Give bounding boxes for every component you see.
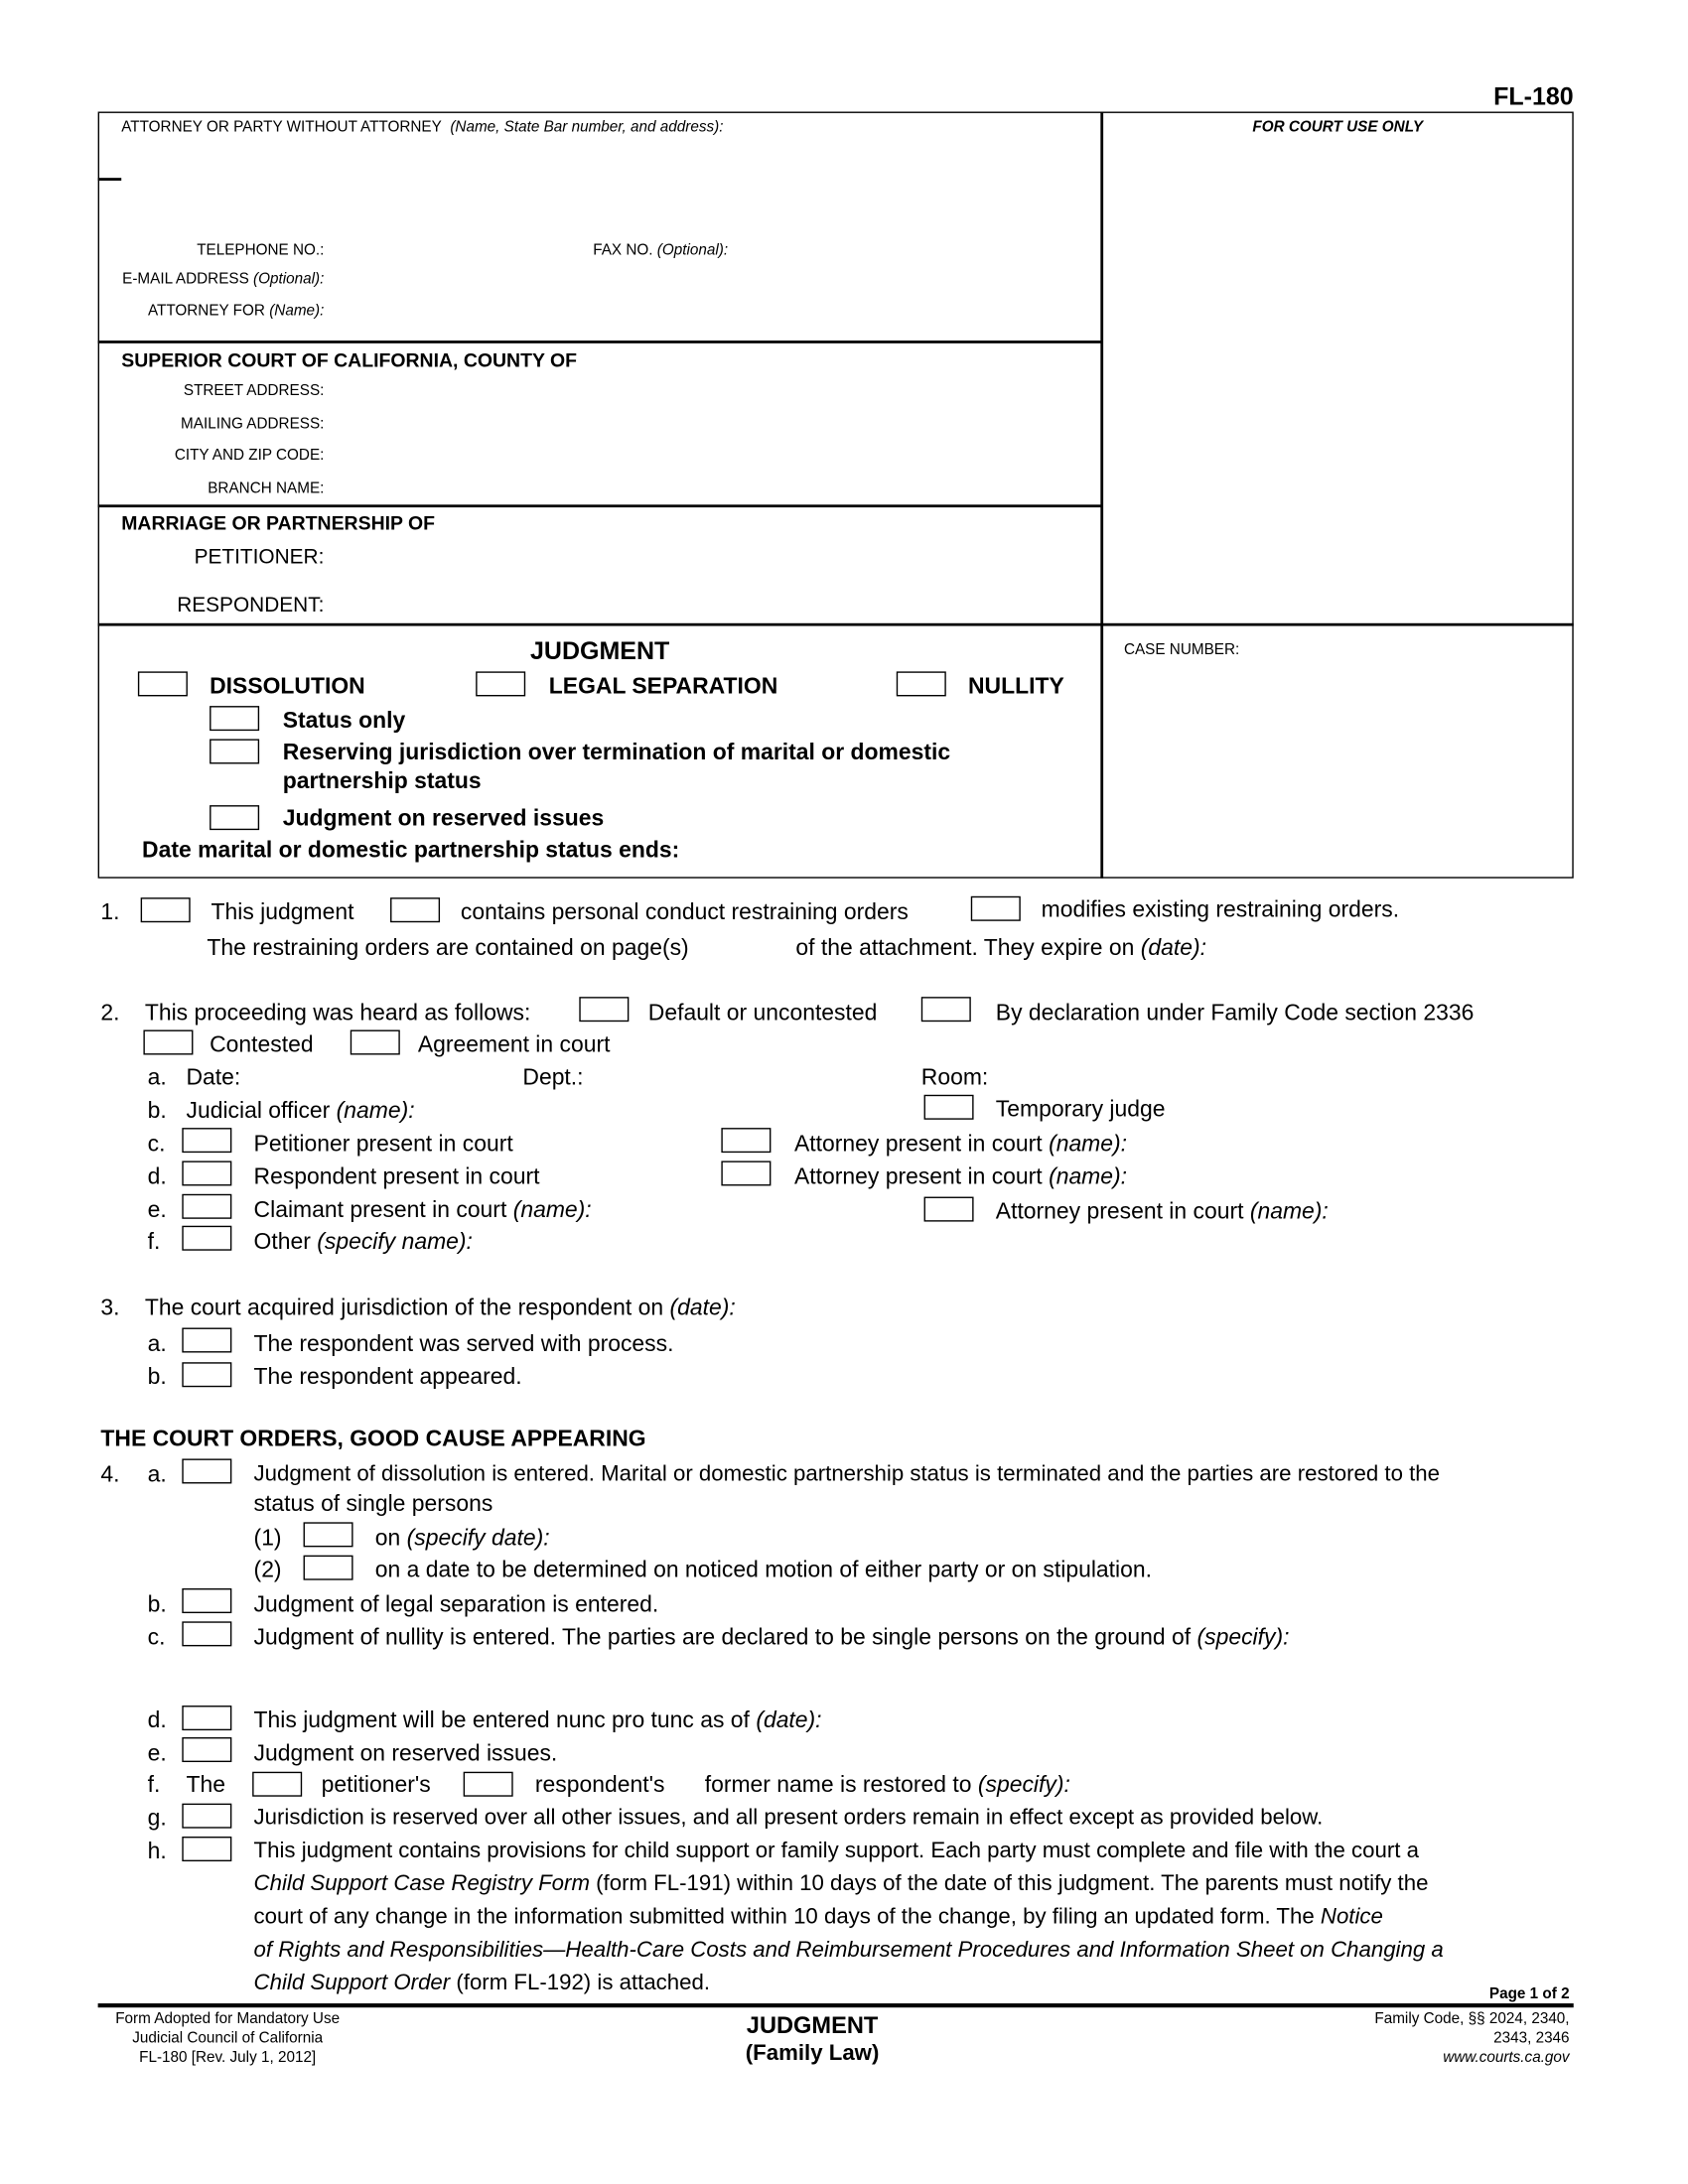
sub-letter: a. [147, 1331, 167, 1357]
respondent-attorney-checkbox[interactable] [721, 1160, 771, 1185]
date-label: Date: [186, 1065, 241, 1091]
sub-letter: b. [147, 1364, 167, 1390]
form-id: FL-180 [1493, 82, 1574, 111]
legal-separation-checkbox[interactable] [476, 671, 525, 696]
dissolution-checkbox[interactable] [138, 671, 188, 696]
nullity-checkbox[interactable] [897, 671, 946, 696]
sub-letter: c. [147, 1625, 166, 1651]
attorney-label [121, 121, 723, 136]
hint: (name): [512, 1197, 592, 1223]
legal-separation-entered-label: Judgment of legal separation is entered. [253, 1591, 659, 1617]
declaration-checkbox[interactable] [921, 997, 971, 1022]
marriage-heading: MARRIAGE OR PARTNERSHIP OF [121, 511, 436, 534]
reserved-issues-entered-label: Judgment on reserved issues. [253, 1740, 558, 1766]
text: Judgment of nullity is entered. The parties are declared to be single persons on the ground of [253, 1625, 1192, 1651]
footer-left: Form Adopted for Mandatory Use [115, 2010, 341, 2028]
respondent-name-label: respondent's [534, 1772, 665, 1798]
jurisdiction-reserved-label: Jurisdiction is reserved over all other issues, and all present orders remain in effect except as provided below. [253, 1806, 1324, 1831]
text: former name is restored to [704, 1772, 972, 1798]
motion-date-label: on a date to be determined on noticed motion of either party or on stipulation. [374, 1558, 1153, 1583]
sub-letter: f. [147, 1229, 161, 1255]
reserving-checkbox[interactable] [210, 739, 259, 763]
nunc-pro-tunc-label [254, 1709, 822, 1732]
sub-letter: d. [147, 1707, 167, 1733]
agreement-checkbox[interactable] [351, 1030, 400, 1055]
telephone-label: TELEPHONE NO.: [197, 241, 325, 259]
child-support-text [254, 1907, 1383, 1929]
text: (form FL-191) within 10 days of the date of this judgment. The parents must notify the [596, 1872, 1429, 1896]
dissolution-entered-label-2: status of single persons [253, 1491, 493, 1517]
status-only-label: Status only [282, 708, 406, 734]
hint: (name): [336, 1098, 415, 1124]
modifies-orders-label: modifies existing restraining orders. [1041, 896, 1400, 922]
respondent-present-label: Respondent present in court [253, 1164, 540, 1190]
reserving-label-2: partnership status [282, 768, 482, 794]
motion-date-checkbox[interactable] [304, 1556, 353, 1580]
divider [98, 623, 1574, 625]
sub-letter: g. [147, 1806, 167, 1832]
sub-letter: c. [147, 1131, 166, 1157]
text: The court acquired jurisdiction of the respondent on [144, 1296, 664, 1321]
hint: (Name): [269, 302, 325, 320]
email-label [122, 272, 324, 287]
dissolution-entered-checkbox[interactable] [182, 1458, 231, 1483]
page-number: Page 1 of 2 [1488, 1985, 1570, 2003]
form-name: Child Support Case Registry Form [253, 1872, 590, 1896]
temporary-judge-checkbox[interactable] [924, 1095, 974, 1120]
reserved-issues-entered-checkbox[interactable] [182, 1737, 231, 1762]
text: Judicial officer [186, 1098, 331, 1124]
sub-letter: b. [147, 1098, 167, 1124]
form-name: Notice [1320, 1905, 1383, 1930]
hint: (date): [669, 1296, 736, 1321]
child-support-text [254, 1874, 1429, 1896]
expire-label [795, 937, 1206, 960]
hint: (Optional): [656, 241, 729, 259]
item-number: 1. [100, 899, 120, 925]
the-label: The [186, 1772, 225, 1798]
text: (form FL-192) is attached. [456, 1972, 711, 1995]
specify-date-checkbox[interactable] [304, 1522, 353, 1547]
claimant-attorney-label [996, 1200, 1329, 1223]
dissolution-entered-label: Judgment of dissolution is entered. Marital or domestic partnership status is terminated and the parties are restored to the [253, 1462, 1441, 1487]
child-support-checkbox[interactable] [182, 1837, 231, 1861]
petitioner-present-label: Petitioner present in court [253, 1131, 513, 1157]
sub-letter: a. [147, 1462, 167, 1488]
reserved-issues-label: Judgment on reserved issues [282, 806, 605, 832]
mailing-label: MAILING ADDRESS: [181, 415, 325, 433]
status-only-checkbox[interactable] [210, 706, 259, 731]
petitioner-name-label: petitioner's [321, 1772, 431, 1798]
jurisdiction-reserved-checkbox[interactable] [182, 1804, 231, 1829]
other-checkbox[interactable] [182, 1226, 231, 1251]
text: Claimant present in court [253, 1197, 507, 1223]
footer-rule [98, 2003, 1574, 2007]
item-number: 3. [100, 1296, 120, 1321]
respondent-present-checkbox[interactable] [182, 1160, 231, 1185]
this-judgment-label: This judgment [211, 899, 354, 925]
hint: (specify date): [406, 1526, 550, 1552]
footer-right: 2343, 2346 [1493, 2030, 1570, 2047]
nullity-entered-checkbox[interactable] [182, 1621, 231, 1646]
contested-checkbox[interactable] [143, 1030, 193, 1055]
served-label: The respondent was served with process. [253, 1331, 674, 1357]
label: ATTORNEY FOR [147, 302, 265, 320]
footer-subtitle: (Family Law) [745, 2041, 880, 2066]
served-checkbox[interactable] [182, 1328, 231, 1353]
footer-right: Family Code, §§ 2024, 2340, [1374, 2010, 1570, 2028]
sub-letter: d. [147, 1164, 167, 1190]
petitioner-attorney-checkbox[interactable] [721, 1128, 771, 1153]
petitioner-name-checkbox[interactable] [252, 1772, 302, 1797]
divider [98, 504, 1102, 506]
legal-separation-label: LEGAL SEPARATION [548, 673, 778, 699]
reserving-label: Reserving jurisdiction over termination of marital or domestic [282, 740, 951, 765]
text: court of any change in the information submitted within 10 days of the change, by filing an updated form. The [253, 1905, 1315, 1930]
text: Other [253, 1229, 311, 1255]
respondent-attorney-label [794, 1166, 1127, 1189]
this-judgment-checkbox[interactable] [141, 897, 191, 922]
footer-title: JUDGMENT [746, 2012, 879, 2039]
child-support-text [254, 1974, 710, 1995]
hint: (specify): [977, 1772, 1070, 1798]
respondent-label: RESPONDENT: [177, 593, 325, 617]
hint: (name): [1049, 1131, 1128, 1157]
restraining-orders-label: contains personal conduct restraining orders [460, 899, 909, 925]
modifies-orders-checkbox[interactable] [971, 896, 1021, 921]
label: FAX NO. [593, 241, 653, 259]
sub-number: (1) [253, 1526, 282, 1552]
footer-left: Judicial Council of California [132, 2030, 324, 2047]
contested-label: Contested [210, 1031, 314, 1057]
declaration-label: By declaration under Family Code section 2336 [995, 1000, 1475, 1025]
text: of the attachment. They expire on [795, 935, 1135, 961]
petitioner-present-checkbox[interactable] [182, 1128, 231, 1153]
sub-letter: h. [147, 1839, 167, 1864]
specify-date-label [375, 1528, 550, 1551]
room-label: Room: [920, 1065, 989, 1091]
name-restored-label [705, 1774, 1070, 1797]
hint: (date): [1140, 935, 1207, 961]
divider [98, 341, 1102, 342]
nullity-label: NULLITY [968, 673, 1064, 699]
dept-label: Dept.: [522, 1065, 584, 1091]
form-title: JUDGMENT [530, 636, 670, 665]
sub-letter: e. [147, 1740, 167, 1766]
claimant-attorney-checkbox[interactable] [924, 1197, 974, 1222]
child-support-text: of Rights and Responsibilities—Health-Care Costs and Reimbursement Procedures and Information Sheet on Changing a [253, 1938, 1444, 1963]
case-number-label: CASE NUMBER: [1123, 641, 1240, 659]
petitioner-attorney-label [794, 1133, 1127, 1156]
orders-heading: THE COURT ORDERS, GOOD CAUSE APPEARING [100, 1427, 646, 1452]
respondent-name-checkbox[interactable] [464, 1772, 513, 1797]
nullity-entered-label [254, 1627, 1290, 1650]
item-number: 2. [100, 1000, 120, 1025]
heard-label: This proceeding was heard as follows: [144, 1000, 531, 1025]
hint: (date): [756, 1707, 822, 1733]
appeared-label: The respondent appeared. [253, 1364, 522, 1390]
item-number: 4. [100, 1462, 120, 1488]
sub-letter: e. [147, 1197, 167, 1223]
fax-label [593, 243, 728, 258]
sub-letter: b. [147, 1591, 167, 1617]
reserved-issues-checkbox[interactable] [210, 805, 259, 830]
hint: (specify): [1196, 1625, 1290, 1651]
court-use-label: FOR COURT USE ONLY [1252, 119, 1424, 136]
form-name: Child Support Order [253, 1972, 451, 1995]
text: Attorney present in court [794, 1131, 1043, 1157]
legal-separation-entered-checkbox[interactable] [182, 1588, 231, 1613]
court-title: SUPERIOR COURT OF CALIFORNIA, COUNTY OF [121, 348, 577, 371]
text: Attorney present in court [794, 1164, 1043, 1190]
date-ends-label: Date marital or domestic partnership status ends: [142, 838, 680, 864]
default-label: Default or uncontested [647, 1000, 878, 1025]
text: Attorney present in court [995, 1198, 1244, 1224]
jurisdiction-label [145, 1297, 736, 1320]
default-checkbox[interactable] [579, 997, 629, 1022]
hint: (specify name): [317, 1229, 473, 1255]
footer-website[interactable]: www.courts.ca.gov [1443, 2049, 1570, 2067]
hint: (Name, State Bar number, and address): [450, 119, 724, 136]
branch-label: BRANCH NAME: [208, 480, 325, 497]
divider [1100, 112, 1102, 879]
hint: (Optional): [253, 270, 325, 288]
footer-left: FL-180 [Rev. July 1, 2012] [139, 2049, 317, 2067]
attorney-for-label [148, 304, 324, 319]
appeared-checkbox[interactable] [182, 1362, 231, 1387]
restraining-orders-checkbox[interactable] [390, 897, 440, 922]
divider [98, 178, 122, 180]
nunc-pro-tunc-checkbox[interactable] [182, 1706, 231, 1730]
child-support-text: This judgment contains provisions for child support or family support. Each party must complete and file with the court a [253, 1839, 1419, 1863]
agreement-label: Agreement in court [417, 1031, 611, 1057]
label: ATTORNEY OR PARTY WITHOUT ATTORNEY [121, 119, 442, 136]
judicial-officer-label [187, 1100, 415, 1123]
temporary-judge-label: Temporary judge [995, 1097, 1166, 1123]
hint: (name): [1249, 1198, 1329, 1224]
pages-label: The restraining orders are contained on page(s) [207, 935, 689, 961]
sub-number: (2) [253, 1558, 282, 1583]
petitioner-label: PETITIONER: [194, 545, 325, 569]
other-label [254, 1231, 473, 1254]
claimant-present-checkbox[interactable] [182, 1194, 231, 1219]
label: E-MAIL ADDRESS [122, 270, 249, 288]
text: on [374, 1526, 401, 1552]
claimant-present-label [254, 1199, 592, 1222]
street-label: STREET ADDRESS: [183, 382, 325, 400]
city-label: CITY AND ZIP CODE: [174, 447, 325, 465]
text: This judgment will be entered nunc pro tunc as of [253, 1707, 750, 1733]
sub-letter: a. [147, 1065, 167, 1091]
dissolution-label: DISSOLUTION [210, 673, 365, 699]
hint: (name): [1049, 1164, 1128, 1190]
sub-letter: f. [147, 1772, 161, 1798]
